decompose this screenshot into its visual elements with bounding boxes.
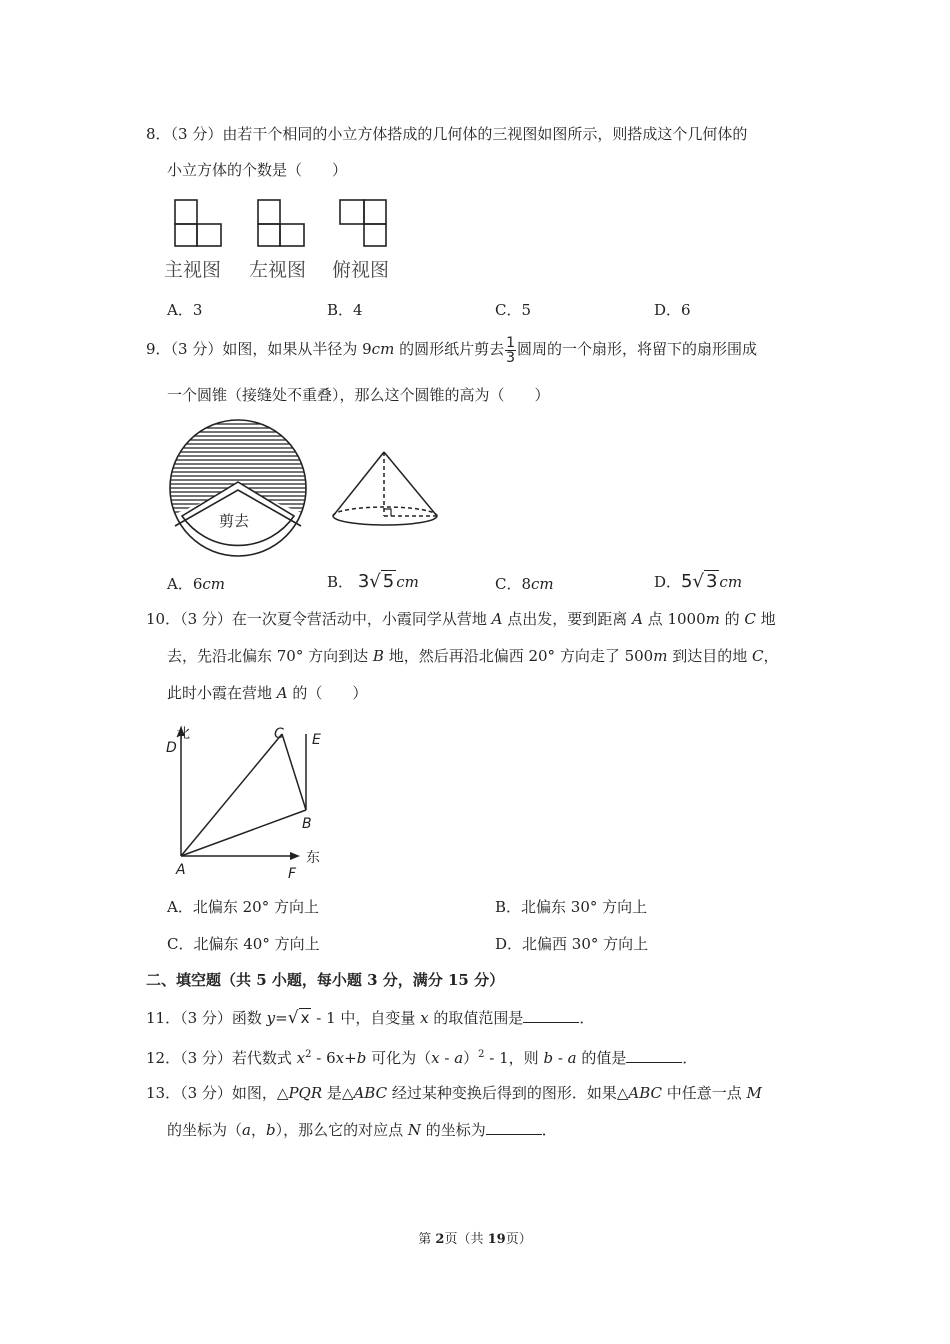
q8-three-views-figure — [160, 192, 410, 284]
q10-option-b: B．北偏东 30° 方向上 — [495, 898, 648, 916]
q9-option-d: D．5√ 3 cm — [654, 571, 743, 592]
q13-line2: 的坐标为（a，b），那么它的对应点 N 的坐标为 ． — [167, 1121, 557, 1139]
view-label-left: 左视图 — [249, 259, 307, 281]
q8-line2: 小立方体的个数是（ ） — [167, 161, 348, 179]
view-label-top: 俯视图 — [332, 259, 390, 281]
answer-blank — [523, 1008, 579, 1023]
q11-line: 11．（3 分）函数 y=√ x - 1 中，自变量 x 的取值范围是 ． — [146, 1008, 595, 1028]
label-B: B — [302, 816, 312, 832]
label-D: D — [166, 740, 177, 756]
fraction-one-third: $\frac{1}{3}$ — [506, 334, 515, 366]
label-east: 东 — [306, 850, 320, 866]
q10-option-d: D．北偏西 30° 方向上 — [495, 935, 649, 953]
q9-option-a: A．6cm — [167, 575, 226, 593]
q10-direction-diagram — [160, 718, 330, 884]
q8-option-d: D．6 — [654, 301, 691, 319]
q9-option-b: B． 3√ 5 cm — [327, 571, 419, 592]
page-footer: 第 2页（共 19页） — [418, 1232, 532, 1247]
label-C: C — [274, 726, 284, 742]
q10-option-c: C．北偏东 40° 方向上 — [167, 935, 320, 953]
q13-line1: 13．（3 分）如图，△PQR 是△ABC 经过某种变换后得到的图形．如果△ABC 中任意一点 M — [146, 1084, 762, 1102]
answer-blank — [486, 1120, 542, 1135]
answer-blank — [626, 1048, 682, 1063]
view-label-main: 主视图 — [164, 259, 222, 281]
q9-line2: 一个圆锥（接缝处不重叠），那么这个圆锥的高为（ ） — [167, 386, 550, 404]
q8-line1: 8．（3 分）由若干个相同的小立方体搭成的几何体的三视图如图所示，则搭成这个几何体的 — [146, 125, 748, 143]
q8-option-c: C．5 — [495, 301, 532, 319]
q10-line1: 10．（3 分）在一次夏令营活动中，小霞同学从营地 A 点出发，要到距离 A 点 1000m 的 C 地 — [146, 610, 776, 628]
label-E: E — [312, 732, 321, 748]
q12-line: 12．（3 分）若代数式 $x^2 - 6x+b$ 可化为（x - a）$^2$ - 1，则 b - a 的值是 ． — [146, 1049, 698, 1067]
label-F: F — [288, 866, 297, 882]
q8-option-b: B．4 — [327, 301, 363, 319]
q9-line1: 9．（3 分）如图，如果从半径为 9cm 的圆形纸片剪去 $\frac{1}{3}$ 圆周的一个扇形，将留下的扇形围成 — [146, 334, 758, 366]
q10-option-a: A．北偏东 20° 方向上 — [167, 898, 319, 916]
q9-option-c: C．8cm — [495, 575, 554, 593]
cut-label: 剪去 — [219, 512, 250, 530]
label-north: 北 — [176, 726, 190, 742]
q9-cone-figure — [328, 446, 442, 532]
section-2-heading: 二、填空题（共 5 小题，每小题 3 分，满分 15 分） — [146, 971, 505, 989]
q9-circle-cut-figure — [160, 418, 320, 568]
q8-option-a: A．3 — [167, 301, 203, 319]
q10-line2: 去，先沿北偏东 70° 方向到达 B 地，然后再沿北偏西 20° 方向走了 500m 到达目的地 C， — [167, 647, 779, 665]
q10-line3: 此时小霞在营地 A 的（ ） — [167, 684, 368, 702]
label-A: A — [176, 862, 186, 878]
